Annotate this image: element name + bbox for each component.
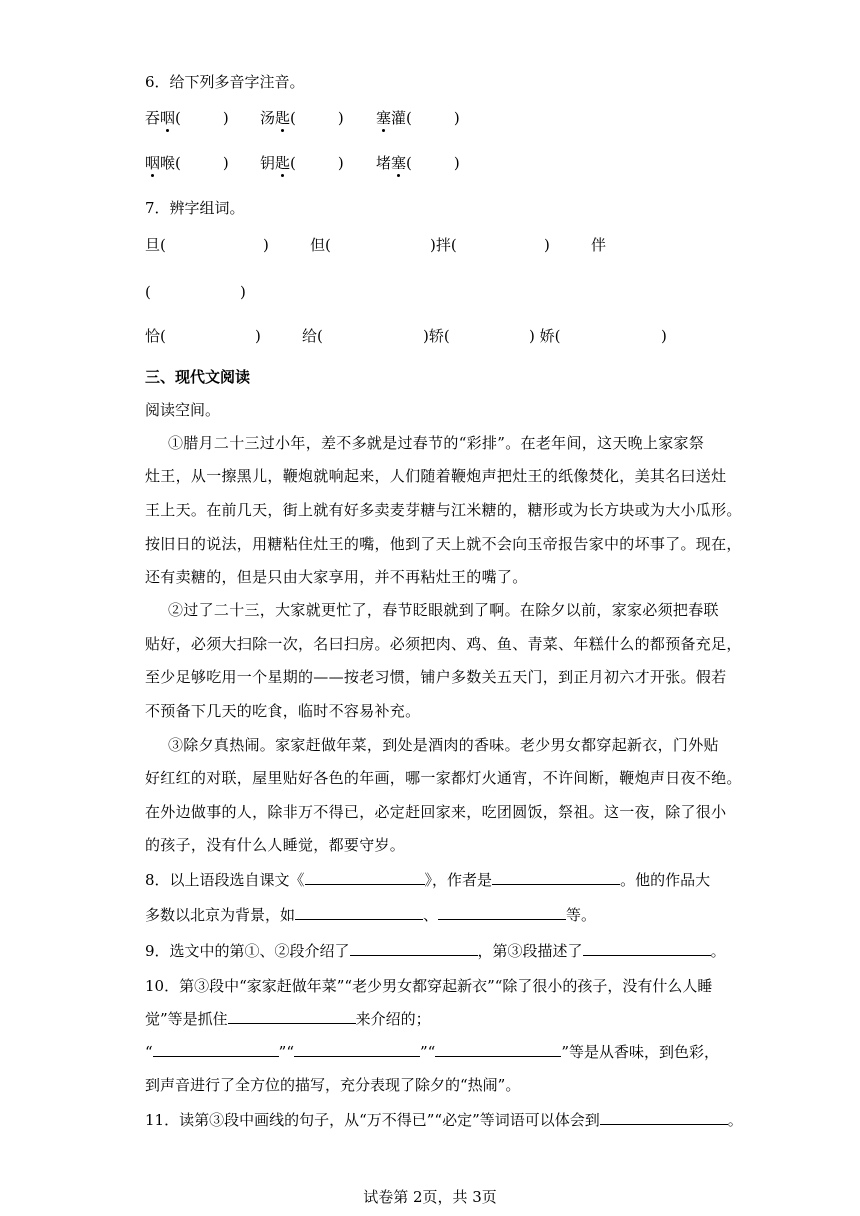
q7-part: 但(	[310, 236, 331, 254]
q9-text: 。	[710, 942, 726, 960]
answer-blank[interactable]	[228, 1009, 356, 1024]
q7-part: )	[263, 236, 269, 254]
q8-text: 多数以北京为背景，如	[145, 906, 296, 924]
answer-blank[interactable]	[350, 941, 478, 956]
q6-item: 吞咽( )	[145, 109, 229, 127]
section-heading: 三、现代文阅读	[145, 368, 251, 386]
q10-text: “	[145, 1043, 153, 1061]
q8-text: 。他的作品大	[620, 871, 711, 889]
q7-part: )	[544, 236, 550, 254]
q7-part: ) 娇(	[529, 327, 561, 345]
q7-part: )轿(	[423, 327, 450, 345]
q7-title: 7．辨字组词。	[145, 199, 245, 217]
q6-item: 塞灌( )	[376, 109, 460, 127]
passage-line: ①腊月二十三过小年，差不多就是过春节的“彩排”。在老年间，这天晚上家家祭	[168, 434, 705, 452]
q7-part: 恰(	[145, 327, 166, 345]
passage-line: 王上天。在前几天，街上就有好多卖麦芽糖与江米糖的，糖形或为长方块或为大小瓜形。	[145, 501, 742, 519]
q6-item: 钥匙( )	[260, 154, 344, 172]
q10-line3	[145, 1042, 719, 1062]
answer-blank[interactable]	[295, 905, 423, 920]
q7-part: 旦(	[145, 236, 166, 254]
q11-text: 11．读第③段中画线的句子，从“万不得已”“必定”等词语可以体会到	[145, 1111, 600, 1129]
q10-text: 觉”等是抓住	[145, 1010, 228, 1028]
q10-text: ”等是从香味，到色彩，	[561, 1043, 720, 1061]
q10-line2	[145, 1009, 431, 1029]
q8-line1	[145, 870, 710, 890]
q6-item: 汤匙( )	[260, 109, 344, 127]
q8-text: 等。	[566, 906, 597, 924]
q7-part: 伴	[591, 236, 607, 254]
passage-line: 好红红的对联，屋里贴好各色的年画，哪一家都灯火通宵，不许间断，鞭炮声日夜不绝。	[145, 769, 742, 787]
q9-text: ，第③段描述了	[477, 942, 583, 960]
q7-part: )	[255, 327, 261, 345]
q10-line4: 到声音进行了全方位的描写，充分表现了除夕的“热闹”。	[145, 1076, 521, 1094]
answer-blank[interactable]	[438, 905, 566, 920]
q6-title: 6．给下列多音字注音。	[145, 73, 305, 91]
passage-line: 还有卖糖的，但是只由大家享用，并不再粘灶王的嘴了。	[145, 568, 528, 586]
q10-text: ”“	[278, 1043, 295, 1061]
q7-part: )	[661, 327, 667, 345]
q6-item: 堵塞( )	[376, 154, 460, 172]
q8-text: 、	[423, 906, 439, 924]
q10-text: ”“	[420, 1043, 436, 1061]
answer-blank[interactable]	[294, 1042, 420, 1057]
page-footer: 试卷第 2页，共 3页	[363, 1188, 497, 1206]
passage-line: 贴好，必须大扫除一次，名曰扫房。必须把肉、鸡、鱼、青菜、年糕什么的都预备充足，	[145, 635, 742, 653]
q7-part: 给(	[302, 327, 323, 345]
answer-blank[interactable]	[492, 870, 620, 885]
q7-part: )	[240, 283, 246, 301]
q11-line	[145, 1110, 743, 1130]
section-subtitle: 阅读空间。	[145, 401, 221, 419]
q7-part: )拌(	[430, 236, 457, 254]
q8-text: 8．以上语段选自课文《	[145, 871, 305, 889]
q8-line2	[145, 905, 596, 925]
q9-line	[145, 941, 726, 961]
passage-line: 至少足够吃用一个星期的——按老习惯，铺户多数关五天门，到正月初六才开张。假若	[145, 668, 727, 686]
answer-blank[interactable]	[583, 941, 711, 956]
q8-text: 》，作者是	[424, 871, 493, 889]
q10-line1: 10．第③段中“家家赶做年菜”“老少男女都穿起新衣”“除了很小的孩子，没有什么人睡	[145, 977, 713, 995]
answer-blank[interactable]	[435, 1042, 561, 1057]
answer-blank[interactable]	[153, 1042, 279, 1057]
q7-part: (	[145, 283, 151, 301]
passage-line: 在外边做事的人，除非万不得已，必定赶回家来，吃团圆饭，祭祖。这一夜，除了很小	[145, 803, 727, 821]
passage-line: 按旧日的说法，用糖粘住灶王的嘴，他到了天上就不会向玉帝报告家中的坏事了。现在，	[145, 535, 742, 553]
answer-blank[interactable]	[600, 1110, 728, 1125]
q11-text: 。	[727, 1111, 743, 1129]
q9-text: 9．选文中的第①、②段介绍了	[145, 942, 350, 960]
passage-line: 不预备下几天的吃食，临时不容易补充。	[145, 702, 421, 720]
q6-item: 咽喉( )	[145, 154, 229, 172]
passage-line: ③除夕真热闹。家家赶做年菜，到处是酒肉的香味。老少男女都穿起新衣，门外贴	[168, 736, 719, 754]
passage-line: 灶王，从一擦黑儿，鞭炮就响起来，人们随着鞭炮声把灶王的纸像焚化，美其名曰送灶	[145, 467, 727, 485]
q10-text: 来介绍的；	[355, 1010, 431, 1028]
passage-line: 的孩子，没有什么人睡觉，都要守岁。	[145, 836, 406, 854]
passage-line: ②过了二十三，大家就更忙了，春节眨眼就到了啊。在除夕以前，家家必须把春联	[168, 601, 719, 619]
answer-blank[interactable]	[305, 870, 425, 885]
